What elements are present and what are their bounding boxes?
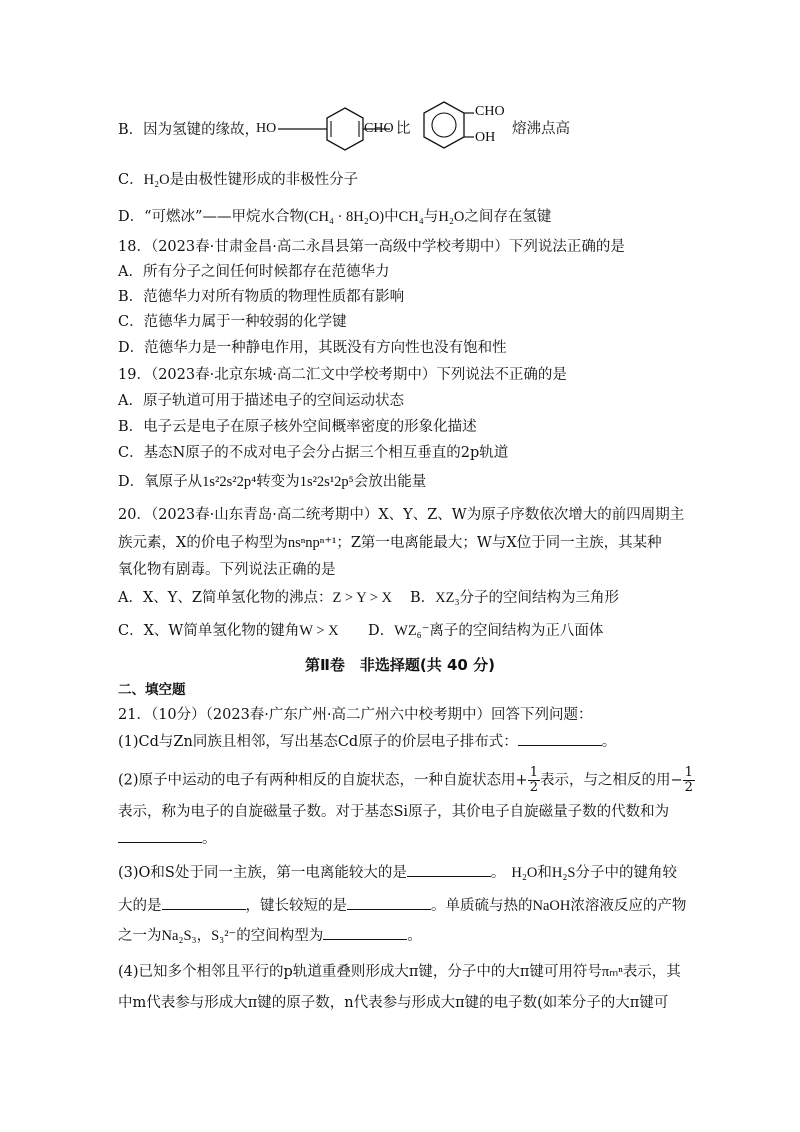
q18-stem: 18．（2023春·甘肃金昌·高二永昌县第一高级中学校考期中）下列说法正确的是 [118,239,625,255]
q21-part1 [118,731,616,752]
formula-h2o: H₂O [511,865,538,881]
answer-blank[interactable] [162,895,246,910]
mol2-cho-label: CHO [475,104,505,119]
mol1-cho-label: CHO [364,121,394,136]
punctuation: 。 [407,928,422,944]
stem-text: ；Z第一电离能最大；W与X位于同一主族，其某种 [336,535,662,551]
formula-h2o: H₂O [143,172,170,188]
question-text: (1)Cd与Zn同族且相邻，写出基态Cd原子的价层电子排布式： [118,734,518,750]
formula-h2o: H₂O [438,209,465,225]
punctuation: ， [196,928,212,944]
q19-option-c: C．基态N原子的不成对电子会分占据三个相互垂直的2p轨道 [118,445,509,461]
formula-wz6: WZ₆⁻ [394,623,430,639]
mol2-oh-label: OH [475,130,496,145]
stem-text: 族元素，X的价电子构型为 [118,535,288,551]
q20-stem-line2 [118,533,662,553]
q21-part3-line1 [118,862,677,883]
q21-part2-line1 [118,766,695,795]
plus-sign: + [515,772,528,789]
q17-option-c [118,170,358,190]
q21-part3-line2 [118,895,686,916]
question-text: 分子中的键角较 [575,865,677,881]
question-text: 。单质硫与热的 [431,898,533,914]
electron-config-1: 1s²2s²2p⁴ [202,474,257,490]
formula-na2s3: Na₂S₃ [161,928,197,944]
option-label: B． [410,590,436,606]
option-text: D．“可燃冰”——甲烷水合物 [118,209,304,225]
fraction-denominator: 2 [529,780,538,795]
option-text: 之间存在氢键 [464,209,552,225]
option-label: D． [368,623,395,639]
fraction-half [683,766,695,795]
q17-option-b-prefix: B．因为氢键的缘故， [118,122,260,138]
fraction-numerator: 1 [529,765,538,780]
q19-option-a: A．原子轨道可用于描述电子的空间运动状态 [118,393,404,409]
q20-option-b [410,588,619,608]
q19-option-b: B．电子云是电子在原子核外空间概率密度的形象化描述 [118,419,477,435]
option-text: C．X、W简单氢化物的键角 [118,623,300,639]
question-text: 浓溶液反应的产物 [570,898,687,914]
fraction-half [528,766,540,795]
q19-stem: 19．（2023春·北京东城·高二汇文中学校考期中）下列说法不正确的是 [118,367,567,383]
question-text: (2)原子中运动的电子有两种相反的自旋状态，一种自旋状态用 [118,772,516,789]
question-text: 的空间构型为 [236,928,324,944]
option-text: 转变为 [256,474,300,490]
boiling-order: Z > Y > X [332,590,393,606]
option-text: 会放出能量 [353,474,427,490]
option-label: C． [118,172,144,188]
question-text: 和 [537,865,552,881]
q21-part2-line3 [118,828,217,849]
answer-blank[interactable] [518,731,602,746]
punctuation: 。 [490,865,506,881]
fraction-denominator: 2 [684,780,693,795]
section-fill-blank: 二、填空题 [118,682,186,698]
punctuation: 。 [202,831,217,847]
bond-angle-order: W > X [299,623,339,639]
option-text: D．氧原子从 [118,474,203,490]
q19-option-d [118,472,426,492]
question-text: ，键长较短的是 [245,898,347,914]
option-text: 与 [423,209,439,225]
minus-sign: − [670,772,683,789]
q21-part2-line2: 表示，称为电子的自旋磁量子数。对于基态Si原子，其价电子自旋磁量子数的代数和为 [118,804,670,820]
formula-hydrate: (CH₄ · 8H₂O) [303,209,385,225]
q20-option-a [118,588,392,608]
formula-ch4: CH₄ [398,209,424,225]
part2-title: 第Ⅱ卷 非选择题(共 40 分) [305,656,495,674]
fraction-numerator: 1 [684,765,693,780]
q20-stem-line3: 氧化物有剧毒。下列说法正确的是 [118,562,336,578]
question-text: 大的是 [118,898,162,914]
formula-naoh: NaOH [532,898,571,914]
option-text: 分子的空间结构为三角形 [459,590,620,606]
q17-option-b-suffix: 熔沸点高 [512,121,570,137]
option-text: A．X、Y、Z简单氢化物的沸点： [118,590,333,606]
formula-h2s: H₂S [551,865,576,881]
q21-part3-line3 [118,925,422,946]
valence-config: nsⁿnpⁿ⁺¹ [287,535,337,551]
q18-option-a: A．所有分子之间任何时候都存在范德华力 [118,264,390,280]
q18-option-d: D．范德华力是一种静电作用，其既没有方向性也没有饱和性 [118,340,507,356]
question-text: 表示，其 [622,964,681,980]
question-text: 之一为 [118,928,162,944]
formula-s3-ion: S₃²⁻ [211,928,237,944]
q21-part4-line1 [118,962,681,982]
answer-blank[interactable] [323,925,407,940]
question-text: (3)O和S处于同一主族，第一电离能较大的是 [118,865,407,881]
mol1-oh-label: HO [256,121,277,136]
q20-option-d [368,621,603,641]
question-text: 表示，与之相反的用 [539,772,671,789]
option-text: 中 [384,209,399,225]
option-text: 是由极性键形成的非极性分子 [169,172,359,188]
q18-option-b: B．范德华力对所有物质的物理性质都有影响 [118,289,405,305]
q21-stem: 21．（10分）（2023春·广东广州·高二广州六中校考期中）回答下列问题： [118,707,593,723]
pi-bond-symbol: πₘⁿ [601,964,623,980]
electron-config-2: 1s²2s¹2p⁵ [299,474,354,490]
formula-xz3: XZ₃ [435,590,460,606]
answer-blank[interactable] [347,895,431,910]
q18-option-c: C．范德华力属于一种较弱的化学键 [118,314,347,330]
q20-stem-line1: 20．（2023春·山东青岛·高二统考期中）X、Y、Z、W为原子序数依次增大的前四周期主 [118,507,685,523]
answer-blank[interactable] [407,862,491,877]
q17-compare-text: 比 [396,121,411,137]
punctuation: 。 [601,734,617,750]
option-text: 离子的空间结构为正八面体 [429,623,604,639]
q20-option-c [118,621,339,641]
answer-blank[interactable] [118,828,202,843]
question-text: (4)已知多个相邻且平行的p轨道重叠则形成大π键，分子中的大π键可用符号 [118,964,602,980]
q17-option-d [118,207,551,227]
q21-part4-line2: 中m代表参与形成大π键的原子数，n代表参与形成大π键的电子数(如苯分子的大π键可 [118,995,669,1011]
